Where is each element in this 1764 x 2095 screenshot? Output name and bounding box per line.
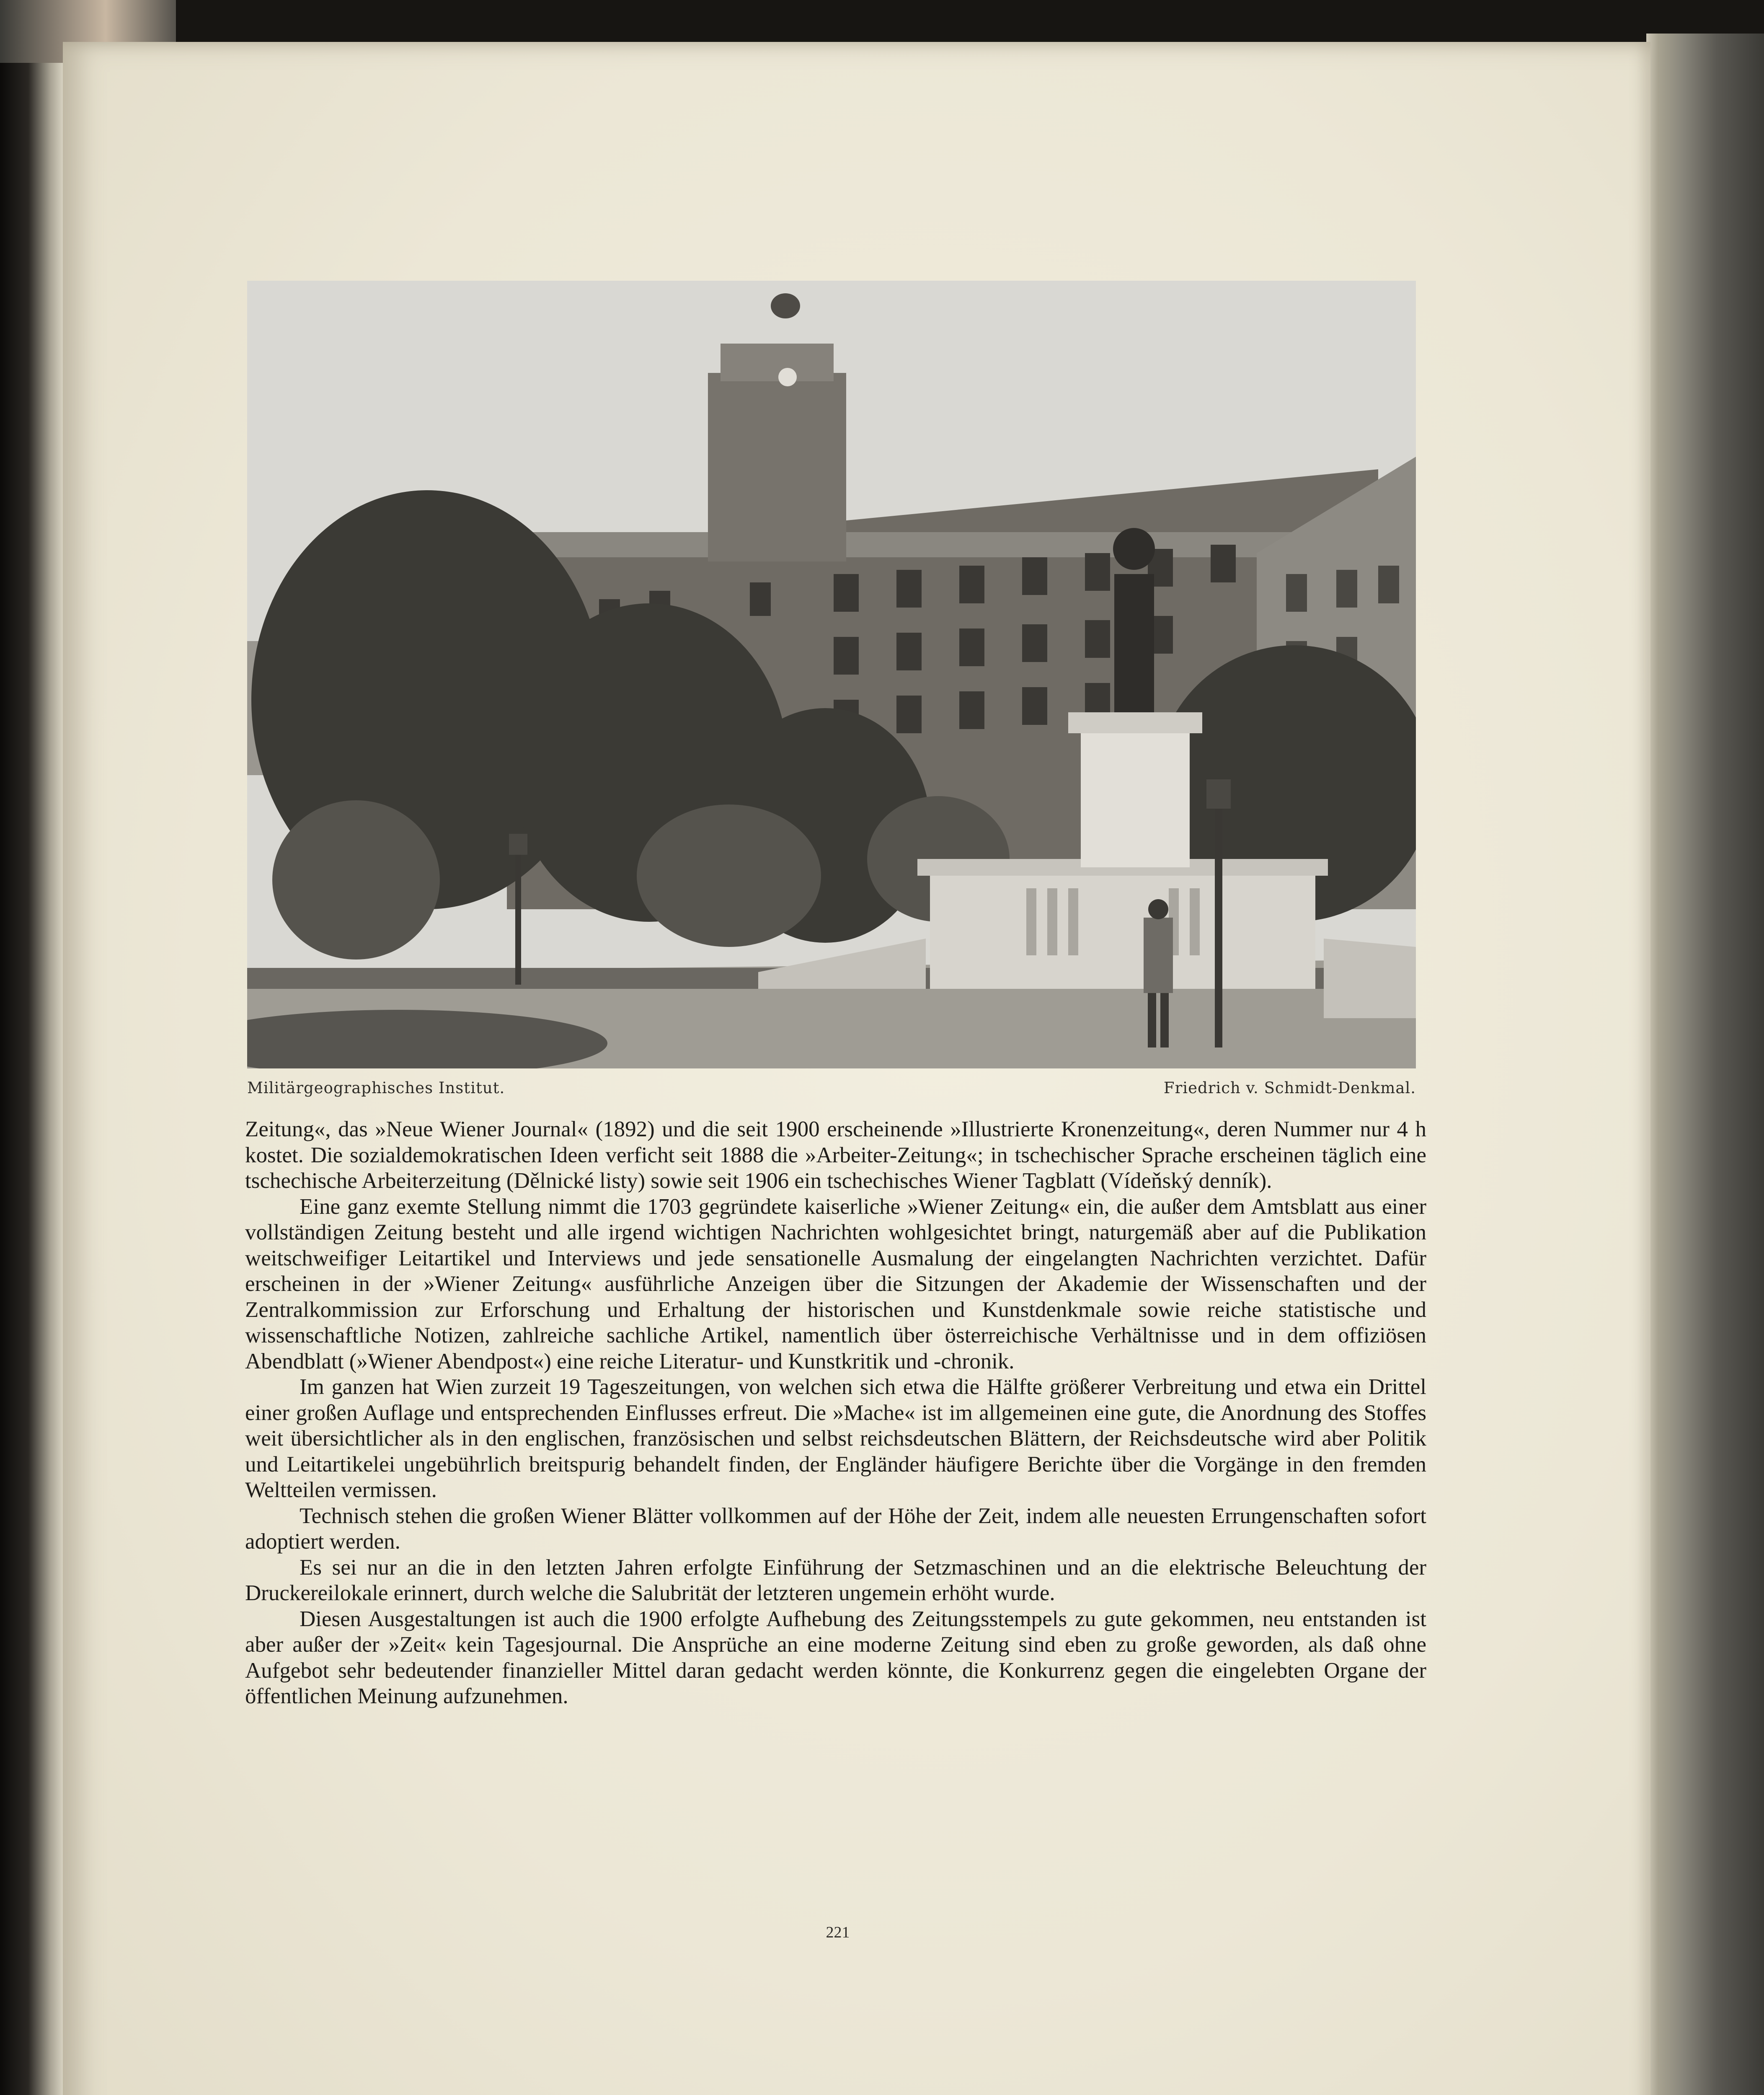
- photo-caption-right: Friedrich v. Schmidt-Denkmal.: [1163, 1079, 1416, 1097]
- photograph-military-geographic-institute: [247, 281, 1416, 1068]
- paragraph-3: Im ganzen hat Wien zurzeit 19 Tageszeitungen, von welchen sich etwa die Hälfte größerer Verbreitung und etwa ein Drittel einer großen Auflage und entsprechenden Einflusses erfreut. Die »Mache« ist im allgemeinen eine gute, die Anordnung des Stoffes weit übersichtlicher als in den englischen, französischen und selbst reichsdeutschen Blättern, der Reichsdeutsche wird aber Politik und Leitartikelei ungebührlich breitspurig behandelt finden, der Engländer häufigere Berichte über die Vorgänge in den fremden Weltteilen vermissen.: [245, 1375, 1426, 1502]
- photo-caption-left: Militärgeographisches Institut.: [247, 1079, 505, 1097]
- paragraph-1: Zeitung«, das »Neue Wiener Journal« (1892) und die seit 1900 erscheinende »Illustrierte Kronenzeitung«, deren Nummer nur 4 h kostet. Die sozialdemokratischen Ideen verficht seit 1888 die »Arbeiter-Zeitung«; in tschechischer Sprache erscheinen täglich eine tschechische Arbeiterzeitung (Dělnické listy) sowie seit 1906 ein tschechisches Wiener Tagblatt (Vídeňský denník).: [245, 1117, 1426, 1193]
- page-number: 221: [826, 1924, 850, 1941]
- paragraph-4: Technisch stehen die großen Wiener Blätter vollkommen auf der Höhe der Zeit, indem alle neuesten Errungenschaften sofort adoptiert werden.: [245, 1503, 1426, 1554]
- paragraph-6: Diesen Ausgestaltungen ist auch die 1900 erfolgte Aufhebung des Zeitungsstempels zu gute gekommen, neu entstanden ist aber außer der »Zeit« kein Tagesjournal. Die Ansprüche an eine moderne Zeitung sind eben zu große geworden, als daß ohne Aufgebot sehr bedeutender finanzieller Mittel daran gedacht werden könnte, die Konkurrenz gegen die eingelebten Organe der öffentlichen Meinung aufzunehmen.: [245, 1606, 1426, 1708]
- paragraph-5: Es sei nur an die in den letzten Jahren erfolgte Einführung der Setzmaschinen und an die elektrische Beleuchtung der Druckereilokale erinnert, durch welche die Salubrität der letzteren ungemein erhöht wurde.: [245, 1555, 1426, 1605]
- paragraph-2: Eine ganz exemte Stellung nimmt die 1703 gegründete kaiserliche »Wiener Zeitung« ein, die außer dem Amtsblatt aus einer vollständigen Zeitung besteht und alle irgend wichtigen Nachrichten wohlgesichtet bringt, naturgemäß aber auf die Publikation weitschweifiger Leitartikel und Interviews und jede sensationelle Ausmalung der eingelangten Nachrichten verzichtet. Dafür erscheinen in der »Wiener Zeitung« ausführliche Anzeigen über die Sitzungen der Akademie der Wissenschaften und der Zentralkommission zur Erforschung und Erhaltung der historischen und Kunstdenkmale sowie reiche statistische und wissenschaftliche Notizen, zahlreiche sachliche Artikel, namentlich über österreichische Verhältnisse und in dem offiziösen Abendblatt (»Wiener Abendpost«) eine reiche Literatur- und Kunstkritik und -chronik.: [245, 1194, 1426, 1373]
- page-edges: [1646, 34, 1764, 2095]
- body-text: [245, 1117, 1426, 1710]
- book-spine: [0, 0, 63, 2095]
